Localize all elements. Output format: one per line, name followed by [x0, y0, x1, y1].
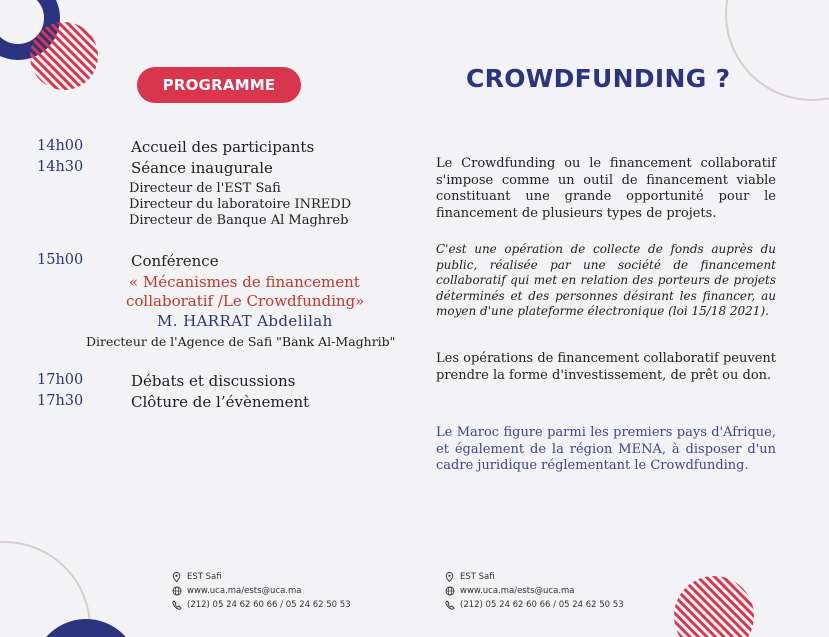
schedule-activity: Clôture de l’évènement	[131, 393, 310, 411]
page-headline: CROWDFUNDING ?	[466, 64, 731, 93]
schedule-activity: Séance inaugurale	[131, 159, 273, 177]
contact-phone-text: (212) 05 24 62 60 66 / 05 24 62 50 53	[460, 600, 624, 610]
intro-paragraph: Le Crowdfunding ou le financement collaboratif s'impose comme un outil de financement viable constituant une grande opportunité pour le financement de plusieurs types de projets.	[436, 156, 776, 221]
conference-title-line2: collaboratif /Le Crowdfunding»	[126, 292, 365, 310]
schedule-time: 15h00	[37, 252, 84, 268]
contact-phone-text: (212) 05 24 62 60 66 / 05 24 62 50 53	[187, 600, 351, 610]
speaker-name: M. HARRAT Abdelilah	[157, 312, 333, 330]
schedule-detail: Directeur de Banque Al Maghreb	[129, 213, 349, 228]
speaker-role: Directeur de l'Agence de Safi "Bank Al-Maghrib"	[86, 334, 396, 349]
schedule-activity: Débats et discussions	[131, 372, 296, 390]
location-pin-icon	[445, 572, 454, 582]
globe-icon	[172, 586, 182, 596]
schedule-time: 17h30	[37, 393, 84, 409]
schedule-time: 17h00	[37, 372, 84, 388]
schedule-time: 14h00	[37, 138, 84, 154]
schedule-detail: Directeur du laboratoire INREDD	[129, 197, 352, 212]
contact-phone	[172, 598, 351, 612]
conference-title-line1: « Mécanismes de financement	[129, 273, 360, 291]
definition-paragraph: C'est une opération de collecte de fonds auprès du public, réalisée par une société de financement collaboratif qui met en relation des porteurs de projets déterminés et des personnes désirant les financer, au moyen d'une plateforme électronique (loi 15/18 2021).	[436, 242, 776, 318]
morocco-paragraph: Le Maroc figure parmi les premiers pays d'Afrique, et également de la région MENA, à disposer d'un cadre juridique réglementant le Crowdfunding.	[436, 425, 776, 473]
contact-location-text: EST Safi	[187, 572, 222, 582]
schedule-activity: Accueil des participants	[131, 138, 315, 156]
contact-block-right	[445, 570, 624, 612]
programme-badge: PROGRAMME	[137, 67, 301, 103]
contact-block-left	[172, 570, 351, 612]
forms-paragraph: Les opérations de financement collaboratif peuvent prendre la forme d'investissement, de prêt ou don.	[436, 351, 776, 383]
phone-icon	[172, 600, 182, 610]
schedule-activity: Conférence	[131, 252, 219, 270]
location-pin-icon	[172, 572, 181, 582]
contact-location	[172, 570, 351, 584]
contact-location-text: EST Safi	[460, 572, 495, 582]
schedule-detail: Directeur de l'EST Safi	[129, 181, 281, 196]
contact-web	[445, 584, 624, 598]
contact-web	[172, 584, 351, 598]
globe-icon	[445, 586, 455, 596]
contact-phone	[445, 598, 624, 612]
contact-location	[445, 570, 624, 584]
contact-web-text: www.uca.ma/ests@uca.ma	[460, 586, 575, 596]
schedule-time: 14h30	[37, 159, 84, 175]
phone-icon	[445, 600, 455, 610]
contact-web-text: www.uca.ma/ests@uca.ma	[187, 586, 302, 596]
